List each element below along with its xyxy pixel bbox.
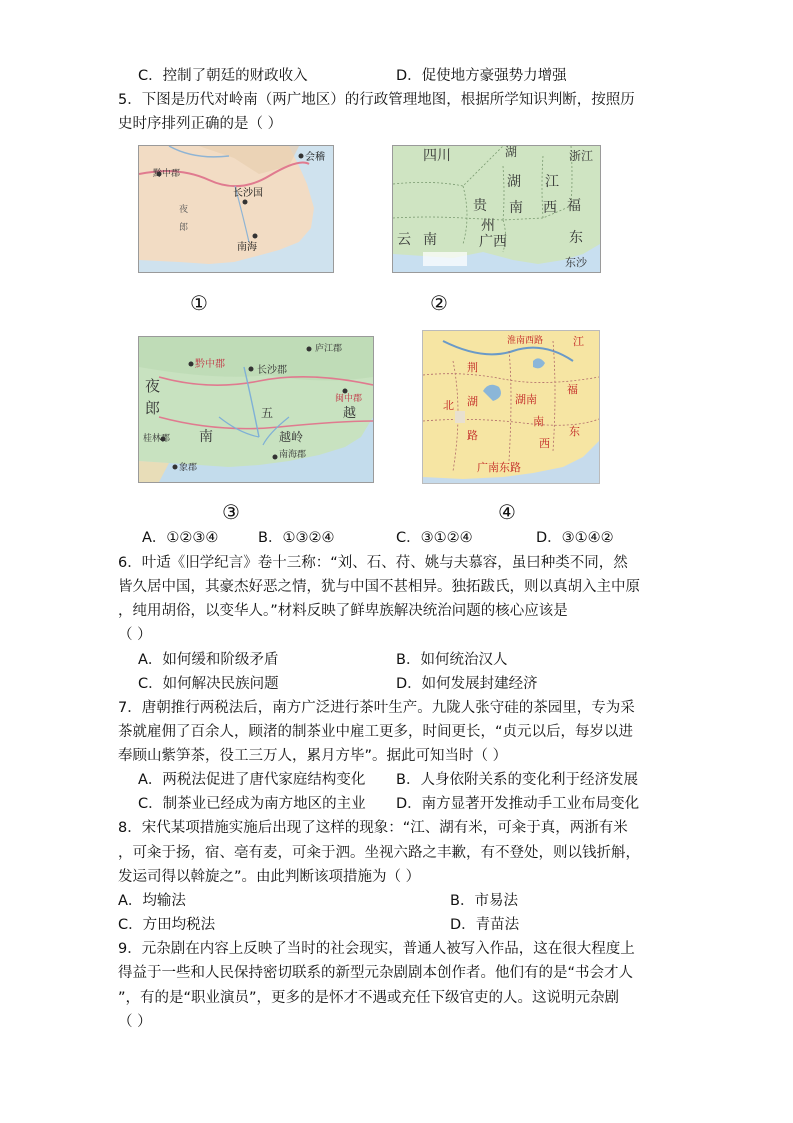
q6-option-d: D．如何发展封建经济 xyxy=(396,676,538,692)
map4-label-guangnan: 广南东路 xyxy=(477,461,521,474)
map1-label-qianzhong: 黔中郡 xyxy=(153,169,181,179)
map4-label-bei: 北 xyxy=(443,399,454,412)
map2-label-yun: 云 xyxy=(397,232,411,248)
map3-label-nan: 南 xyxy=(199,429,213,445)
q6-stem-line-2: 皆久居中国，其豪杰好恶之情，犹与中国不甚相异。独拓跋氏，则以真胡入主中原 xyxy=(118,579,640,595)
map3-label-nanhai: 南海郡 xyxy=(279,450,307,460)
map3-label-changsha: 长沙郡 xyxy=(257,365,287,376)
q6-option-b: B．如何统治汉人 xyxy=(396,652,508,668)
q7-option-c: C．制茶业已经成为南方地区的主业 xyxy=(138,796,366,812)
q5-option-b: B．①③②④ xyxy=(258,530,335,546)
map1-label-ye: 夜 xyxy=(179,205,189,215)
map2-label-guangxi: 广西 xyxy=(479,234,507,250)
map3-label-yue: 越 xyxy=(343,406,357,421)
map4-label-fujian: 福 xyxy=(567,383,578,396)
q6-stem-line-3: ，纯用胡俗，以变华人。”材料反映了鲜卑族解决统治问题的核心应该是 xyxy=(118,603,568,619)
q9-stem-line-3: ”，有的是“职业演员”，更多的是怀才不遇或充任下级官吏的人。这说明元杂剧 xyxy=(118,990,620,1006)
q9-stem-line-4: （ ） xyxy=(118,1014,152,1030)
q9-stem-line-1: 9．元杂剧在内容上反映了当时的社会现实，普通人被写入作品，这在很大程度上 xyxy=(118,941,635,957)
q5-option-a: A．①②③④ xyxy=(142,530,219,546)
q6-option-a: A．如何缓和阶级矛盾 xyxy=(138,652,279,668)
map3-label-wu: 五 xyxy=(261,406,274,420)
map2-label-fu: 福 xyxy=(567,198,581,214)
q7-stem-line-2: 茶就雇佣了百余人，顾渚的制茶业中雇工更多，时间更长，“贞元以后，每岁以进 xyxy=(118,724,634,740)
q6-stem-line-1: 6．叶适《旧学纪言》卷十三称：“刘、石、苻、姚与夫慕容，虽曰种类不同，然 xyxy=(118,555,628,571)
map4-label-jiangnan: 南 xyxy=(533,415,544,428)
q6-option-c: C．如何解决民族问题 xyxy=(138,676,279,692)
q7-stem-line-1: 7．唐朝推行两税法后，南方广泛进行茶叶生产。九陇人张守硅的茶园里，专为采 xyxy=(118,700,635,716)
map2-label-nan2: 南 xyxy=(423,232,437,248)
q6-stem-line-4: （ ） xyxy=(118,627,152,643)
q8-option-a: A．均输法 xyxy=(118,893,186,909)
map1-label-kuaiji: 会稽 xyxy=(305,152,325,163)
q7-option-b: B．人身依附关系的变化利于经济发展 xyxy=(396,772,638,788)
map3-label-guilin: 桂林郡 xyxy=(143,434,171,444)
q4-option-c: C．控制了朝廷的财政收入 xyxy=(138,68,308,84)
q7-stem-line-3: 奉顾山紫笋茶，役工三万人，累月方毕”。据此可知当时（ ） xyxy=(118,748,508,764)
map-1-han-changsha xyxy=(138,145,334,273)
map3-label-minzhong: 闽中郡 xyxy=(335,394,363,404)
map3-label-xiang: 象郡 xyxy=(179,463,198,473)
q8-stem-line-3: 发运司得以斡旋之”。由此判断该项措施为（ ） xyxy=(118,869,421,885)
map2-label-hu: 湖 xyxy=(507,174,521,190)
map2-label-jiang: 江 xyxy=(545,174,559,190)
map4-label-jiang: 江 xyxy=(573,335,584,348)
q7-option-a: A．两税法促进了唐代家庭结构变化 xyxy=(138,772,366,788)
map4-label-huainan: 淮南西路 xyxy=(507,336,544,346)
q8-stem-line-1: 8．宋代某项措施实施后出现了这样的现象：“江、湖有米，可籴于真，两浙有米 xyxy=(118,820,628,836)
map3-label-ye: 夜 xyxy=(145,377,161,395)
map1-label-lang: 郎 xyxy=(179,223,189,233)
map3-label-lang: 郎 xyxy=(145,399,161,417)
map-2-label: ② xyxy=(430,291,448,315)
map4-label-dong: 东 xyxy=(569,425,580,438)
q5-stem-line-1: 5．下图是历代对岭南（两广地区）的行政管理地图，根据所学知识判断，按照历 xyxy=(118,92,635,108)
map2-label-dong: 东 xyxy=(569,230,583,246)
q5-stem-line-2: 史时序排列正确的是（ ） xyxy=(118,116,283,132)
q8-option-c: C．方田均税法 xyxy=(118,917,216,933)
map4-label-jing: 荆 xyxy=(467,361,478,374)
map2-label-dongsha: 东沙 xyxy=(565,256,587,269)
q5-option-c: C．③①②④ xyxy=(396,530,473,546)
map-1-label: ① xyxy=(190,291,208,315)
map2-label-gui: 贵 xyxy=(473,198,487,214)
q5-option-d: D．③①④② xyxy=(536,530,614,546)
map4-label-jinghu: 湖 xyxy=(467,395,478,408)
map4-label-xi: 西 xyxy=(539,437,550,450)
map-3-label: ③ xyxy=(222,500,240,524)
q8-option-d: D．青苗法 xyxy=(450,917,520,933)
map-3-qin-commanderies xyxy=(138,336,374,483)
map2-label-hubei: 湖 xyxy=(505,146,518,159)
map-4-label: ④ xyxy=(498,500,516,524)
map1-label-nanhai: 南海 xyxy=(237,242,257,253)
map4-label-hunan: 湖南 xyxy=(515,393,537,406)
q9-stem-line-2: 得益于一些和人民保持密切联系的新型元杂剧剧本创作者。他们有的是“书会才人 xyxy=(118,965,634,981)
q8-option-b: B．市易法 xyxy=(450,893,518,909)
map2-label-xi: 西 xyxy=(543,200,557,216)
q8-stem-line-2: ，可籴于扬，宿、亳有麦，可籴于泗。坐视六路之丰歉，有不登处，则以钱折斛， xyxy=(118,845,640,861)
map-4-song-circuits xyxy=(422,330,600,484)
q7-option-d: D．南方显著开发推动手工业布局变化 xyxy=(396,796,640,812)
map1-label-changsha: 长沙国 xyxy=(233,188,263,199)
q4-option-d: D．促使地方豪强势力增强 xyxy=(396,68,567,84)
map2-label-nan: 南 xyxy=(509,200,523,216)
map3-label-qianzhong: 黔中郡 xyxy=(195,359,225,370)
map2-label-sichuan: 四川 xyxy=(423,148,451,164)
map-2-modern-provinces xyxy=(392,145,601,273)
map2-label-zhejiang: 浙江 xyxy=(569,149,594,163)
map3-label-lujiang: 庐江郡 xyxy=(315,344,343,354)
map3-label-yue-ling: 越岭 xyxy=(279,430,304,444)
map2-label-zhou: 州 xyxy=(481,218,495,234)
map4-label-lu: 路 xyxy=(467,429,478,442)
